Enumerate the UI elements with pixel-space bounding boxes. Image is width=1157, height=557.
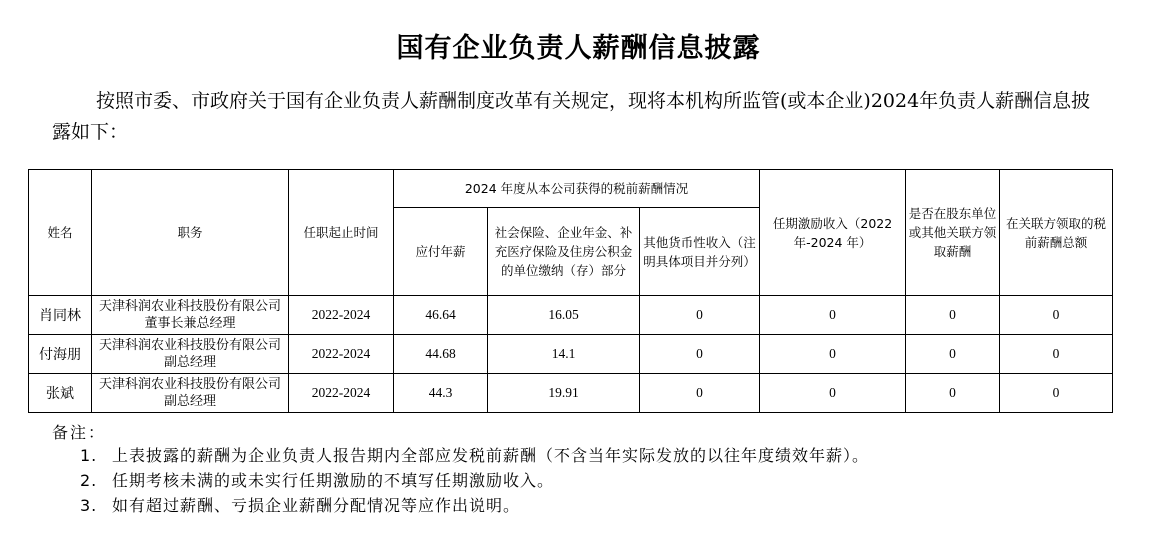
cell-social: 14.1: [488, 335, 640, 374]
note-item: [80, 443, 869, 466]
header-incentive: 任期激励收入（2022 年-2024 年）: [760, 170, 906, 296]
header-shareholder: 是否在股东单位或其他关联方领取薪酬: [906, 170, 1000, 296]
cell-social: 16.05: [488, 296, 640, 335]
note-item: [80, 493, 520, 516]
header-related: 在关联方领取的税前薪酬总额: [1000, 170, 1113, 296]
header-salary: 应付年薪: [394, 208, 488, 296]
header-other: 其他货币性收入（注明具体项目并分列）: [640, 208, 760, 296]
cell-name: 肖同林: [29, 296, 92, 335]
cell-salary: 44.3: [394, 374, 488, 413]
header-term: 任职起止时间: [289, 170, 394, 296]
note-number: 3.: [80, 496, 98, 515]
cell-related: 0: [1000, 374, 1113, 413]
cell-position: 天津科润农业科技股份有限公司董事长兼总经理: [92, 296, 289, 335]
cell-salary: 46.64: [394, 296, 488, 335]
header-name: 姓名: [29, 170, 92, 296]
note-number: 2.: [80, 471, 98, 490]
cell-term: 2022-2024: [289, 335, 394, 374]
note-item: [80, 468, 554, 491]
note-text: 任期考核未满的或未实行任期激励的不填写任期激励收入。: [112, 471, 555, 490]
cell-other: 0: [640, 335, 760, 374]
cell-position: 天津科润农业科技股份有限公司副总经理: [92, 374, 289, 413]
cell-incentive: 0: [760, 296, 906, 335]
page-title: 国有企业负责人薪酬信息披露: [396, 33, 761, 64]
cell-incentive: 0: [760, 374, 906, 413]
cell-term: 2022-2024: [289, 374, 394, 413]
cell-social: 19.91: [488, 374, 640, 413]
table-header-row: [29, 170, 1113, 208]
table-row: [29, 374, 1113, 413]
cell-other: 0: [640, 296, 760, 335]
compensation-table: [28, 169, 1113, 413]
cell-name: 付海朋: [29, 335, 92, 374]
note-text: 上表披露的薪酬为企业负责人报告期内全部应发税前薪酬（不含当年实际发放的以往年度绩效年薪）。: [112, 446, 870, 465]
cell-salary: 44.68: [394, 335, 488, 374]
header-social: 社会保险、企业年金、补充医疗保险及住房公积金的单位缴纳（存）部分: [488, 208, 640, 296]
note-number: 1.: [80, 446, 98, 465]
cell-term: 2022-2024: [289, 296, 394, 335]
note-text: 如有超过薪酬、亏损企业薪酬分配情况等应作出说明。: [112, 496, 521, 515]
header-group: 2024 年度从本公司获得的税前薪酬情况: [394, 170, 760, 208]
cell-shareholder: 0: [906, 374, 1000, 413]
cell-shareholder: 0: [906, 335, 1000, 374]
header-position: 职务: [92, 170, 289, 296]
notes-heading: 备注：: [52, 423, 107, 442]
cell-shareholder: 0: [906, 296, 1000, 335]
table-row: [29, 296, 1113, 335]
intro-paragraph: 按照市委、市政府关于国有企业负责人薪酬制度改革有关规定，现将本机构所监管(或本企业)2024年负责人薪酬信息披露如下：: [52, 90, 1091, 143]
cell-incentive: 0: [760, 335, 906, 374]
table-row: [29, 335, 1113, 374]
cell-other: 0: [640, 374, 760, 413]
cell-related: 0: [1000, 296, 1113, 335]
cell-position: 天津科润农业科技股份有限公司副总经理: [92, 335, 289, 374]
cell-name: 张斌: [29, 374, 92, 413]
cell-related: 0: [1000, 335, 1113, 374]
